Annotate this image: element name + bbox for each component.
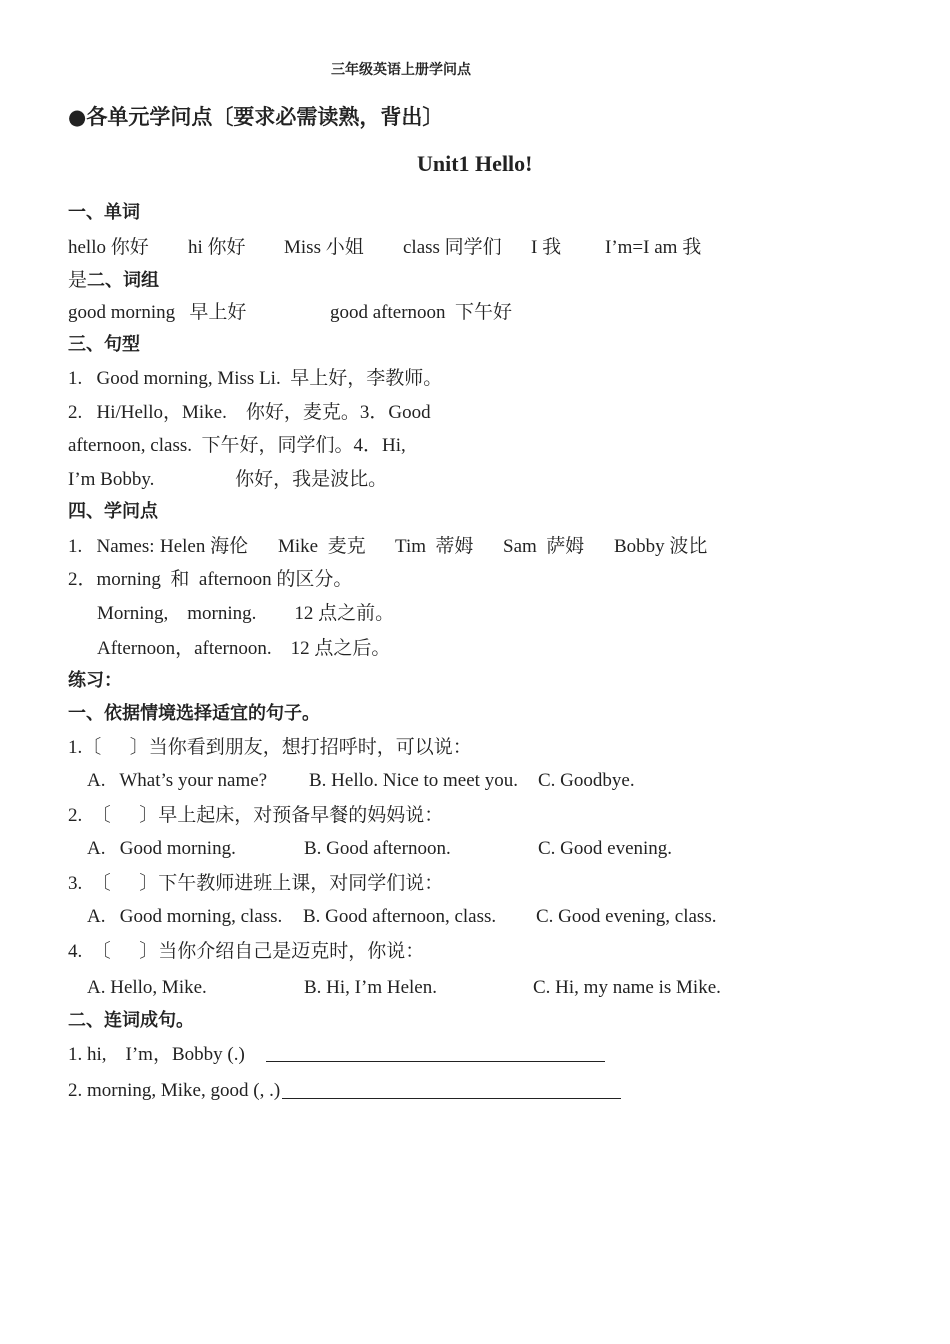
- vocab-item: hi 你好: [188, 237, 246, 258]
- phrases-heading: 二、词组: [87, 270, 160, 291]
- option-c: C. Goodbye.: [538, 770, 635, 791]
- phrase-item: good afternoon 下午好: [330, 302, 513, 323]
- vocab-item: class 同学们: [403, 237, 502, 258]
- practice-part1-heading: 一、依据情境选择适宜的句子。: [68, 703, 320, 724]
- option-b: B. Hello. Nice to meet you.: [309, 770, 518, 791]
- name-item: Mike 麦克: [278, 536, 366, 557]
- option-c: C. Hi, my name is Mike.: [533, 977, 721, 998]
- answer-blank[interactable]: [282, 1098, 621, 1099]
- option-c: C. Good evening.: [538, 838, 673, 859]
- question-text: 1.〔 〕当你看到朋友，想打招呼时，可以说：: [68, 737, 472, 758]
- names-label: 1. Names:: [68, 536, 155, 557]
- option-c: C. Good evening, class.: [536, 906, 717, 927]
- vocab-item: hello 你好: [68, 237, 149, 258]
- name-item: Tim 蒂姆: [395, 536, 474, 557]
- question-text: 2. 〔 〕早上起床，对预备早餐的妈妈说：: [68, 805, 444, 826]
- practice-heading: 练习：: [68, 670, 122, 691]
- practice-part2-heading: 二、连词成句。: [68, 1010, 194, 1031]
- option-b: B. Good afternoon, class.: [303, 906, 497, 927]
- sentence-line: I’m Bobby. 你好，我是波比。: [68, 469, 388, 490]
- sentence-line: afternoon, class. 下午好，同学们。4．Hi,: [68, 435, 406, 456]
- vocab-heading: 一、单词: [68, 202, 140, 223]
- reorder-item: 2. morning, Mike, good (, .): [68, 1080, 281, 1101]
- option-a: A. What’s your name?: [87, 770, 268, 791]
- point-line: Afternoon，afternoon. 12 点之后。: [97, 638, 391, 659]
- sentences-heading: 三、句型: [68, 334, 140, 355]
- option-a: A. Hello, Mike.: [87, 977, 207, 998]
- question-text: 3. 〔 〕下午教师进班上课，对同学们说：: [68, 873, 444, 894]
- section-heading: ●各单元学问点〔要求必需读熟，背出〕: [68, 105, 444, 129]
- option-b: B. Hi, I’m Helen.: [304, 977, 437, 998]
- vocab-item: Miss 小姐: [284, 237, 364, 258]
- phrases-heading-line: [68, 271, 159, 290]
- sentence-line: 1. Good morning, Miss Li. 早上好，李教师。: [68, 368, 443, 389]
- unit-title: Unit1 Hello!: [417, 151, 533, 176]
- wrapped-char: 是: [68, 270, 88, 291]
- points-heading: 四、学问点: [68, 501, 158, 522]
- phrase-item: good morning 早上好: [68, 302, 247, 323]
- answer-blank[interactable]: [266, 1061, 605, 1062]
- document-title: 三年级英语上册学问点: [331, 62, 471, 78]
- option-a: A. Good morning.: [87, 838, 236, 859]
- point-line: Morning, morning. 12 点之前。: [97, 603, 395, 624]
- name-item: Helen 海伦: [160, 536, 249, 557]
- reorder-item: 1. hi, I’m，Bobby (.): [68, 1044, 245, 1065]
- sentence-line: 2. Hi/Hello，Mike. 你好，麦克。3．Good: [68, 402, 431, 423]
- name-item: Bobby 波比: [614, 536, 708, 557]
- vocab-item: I 我: [531, 237, 562, 258]
- question-text: 4. 〔 〕当你介绍自己是迈克时，你说：: [68, 941, 425, 962]
- option-b: B. Good afternoon.: [304, 838, 451, 859]
- vocab-item: I’m=I am 我: [605, 237, 702, 258]
- point-line: 2．morning 和 afternoon 的区分。: [68, 569, 353, 590]
- name-item: Sam 萨姆: [503, 536, 585, 557]
- option-a: A. Good morning, class.: [87, 906, 283, 927]
